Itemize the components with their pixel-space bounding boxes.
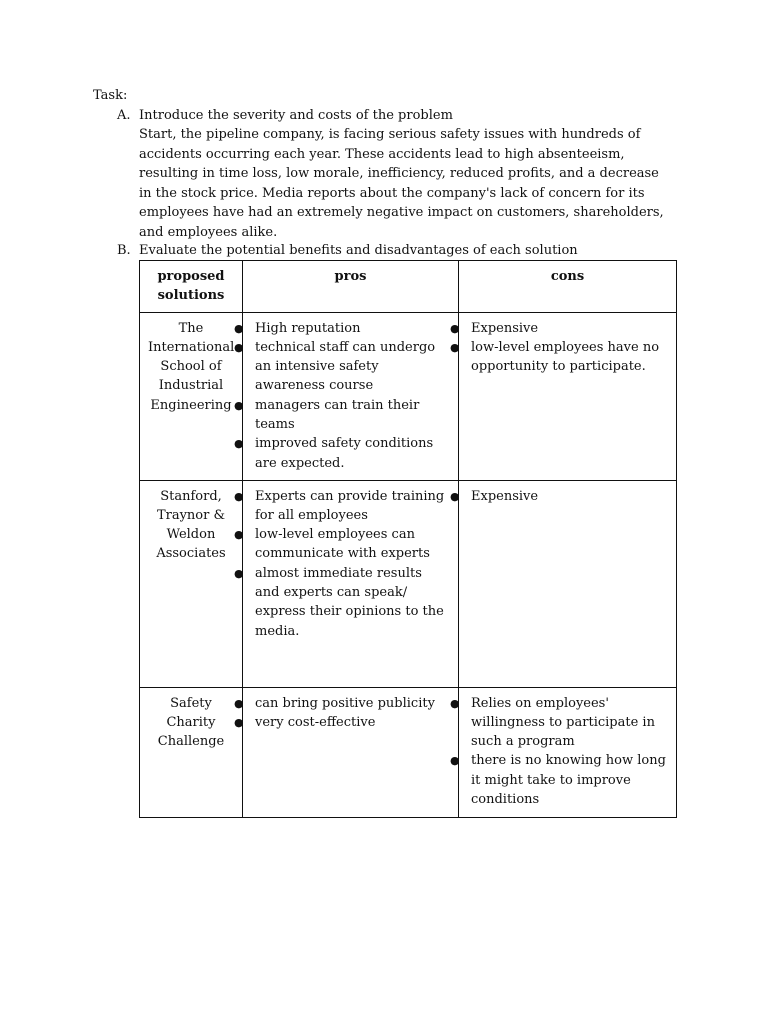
bullet-icon: ● xyxy=(234,489,244,503)
list-item: ● Experts can provide training for all employees xyxy=(234,488,445,523)
bullet-icon: ● xyxy=(450,489,460,503)
list-item: ● very cost-effective xyxy=(230,713,450,732)
cons-cell xyxy=(450,480,677,687)
list-item: ● low-level employees have no opportunity to participate. xyxy=(450,339,660,375)
bullet-icon: ● xyxy=(234,437,244,451)
bullet-icon: ● xyxy=(234,398,244,412)
table-row xyxy=(140,687,677,817)
bullet-icon: ● xyxy=(234,715,244,729)
list-item: ● can bring positive publicity xyxy=(230,694,450,713)
section-b-letter: B. xyxy=(117,243,131,258)
section-b-title: Evaluate the potential benefits and disadvantages of each solution xyxy=(139,243,578,258)
list-item: ● technical staff can undergo an intensive safety awareness course xyxy=(234,339,436,394)
solution-name: The International School of Industrial Engineering xyxy=(140,312,243,480)
list-item: ● Expensive xyxy=(446,319,668,338)
pros-cell xyxy=(234,687,459,817)
header-cons: cons xyxy=(459,261,677,313)
header-pros: pros xyxy=(243,261,459,313)
bullet-icon: ● xyxy=(234,340,244,354)
task-label: Task: xyxy=(93,88,128,103)
list-item: ● there is no knowing how long it might take to improve conditions xyxy=(450,753,666,808)
list-item: ● low-level employees can communicate with experts xyxy=(234,527,430,562)
list-item: ● Expensive xyxy=(446,487,668,506)
solution-name: Safety Charity Challenge xyxy=(140,687,243,817)
bullet-icon: ● xyxy=(450,754,460,768)
bullet-icon: ● xyxy=(450,340,460,354)
pros-cell xyxy=(234,480,459,687)
section-b xyxy=(117,241,677,260)
bullet-icon: ● xyxy=(234,696,244,710)
table-row xyxy=(140,480,677,687)
table-row xyxy=(140,312,677,480)
bullet-icon: ● xyxy=(234,321,244,335)
bullet-icon: ● xyxy=(450,321,460,335)
list-item: ● managers can train their teams xyxy=(234,397,420,433)
list-item: ● improved safety conditions are expected. xyxy=(234,436,434,471)
table-header-row xyxy=(140,261,677,313)
section-a-title: Introduce the severity and costs of the problem xyxy=(139,108,453,123)
list-item: ● Relies on employees' willingness to participate in such a program xyxy=(450,695,655,750)
solutions-table xyxy=(139,260,677,818)
section-a-letter: A. xyxy=(117,108,131,123)
bullet-icon: ● xyxy=(450,696,460,710)
list-item: ● High reputation xyxy=(230,319,450,338)
section-a xyxy=(117,106,677,242)
cons-cell xyxy=(450,312,677,480)
pros-cell xyxy=(234,312,459,480)
section-a-body: Start, the pipeline company, is facing serious safety issues with hundreds of accidents occurring each year. These accidents lead to high absenteeism, resulting in time loss, low morale, inefficiency, reduced profits, and a decrease in the stock price. Media reports about the company's lack of concern for its employees have had an extremely negative impact on customers, shareholders, and employees alike. xyxy=(139,127,664,240)
list-item: ● almost immediate results and experts can speak/ express their opinions to the media. xyxy=(234,565,444,639)
cons-cell xyxy=(450,687,677,817)
bullet-icon: ● xyxy=(234,528,244,542)
header-proposed-solutions: proposed solutions xyxy=(140,261,243,313)
bullet-icon: ● xyxy=(234,566,244,580)
solution-name: Stanford, Traynor & Weldon Associates xyxy=(140,480,243,687)
